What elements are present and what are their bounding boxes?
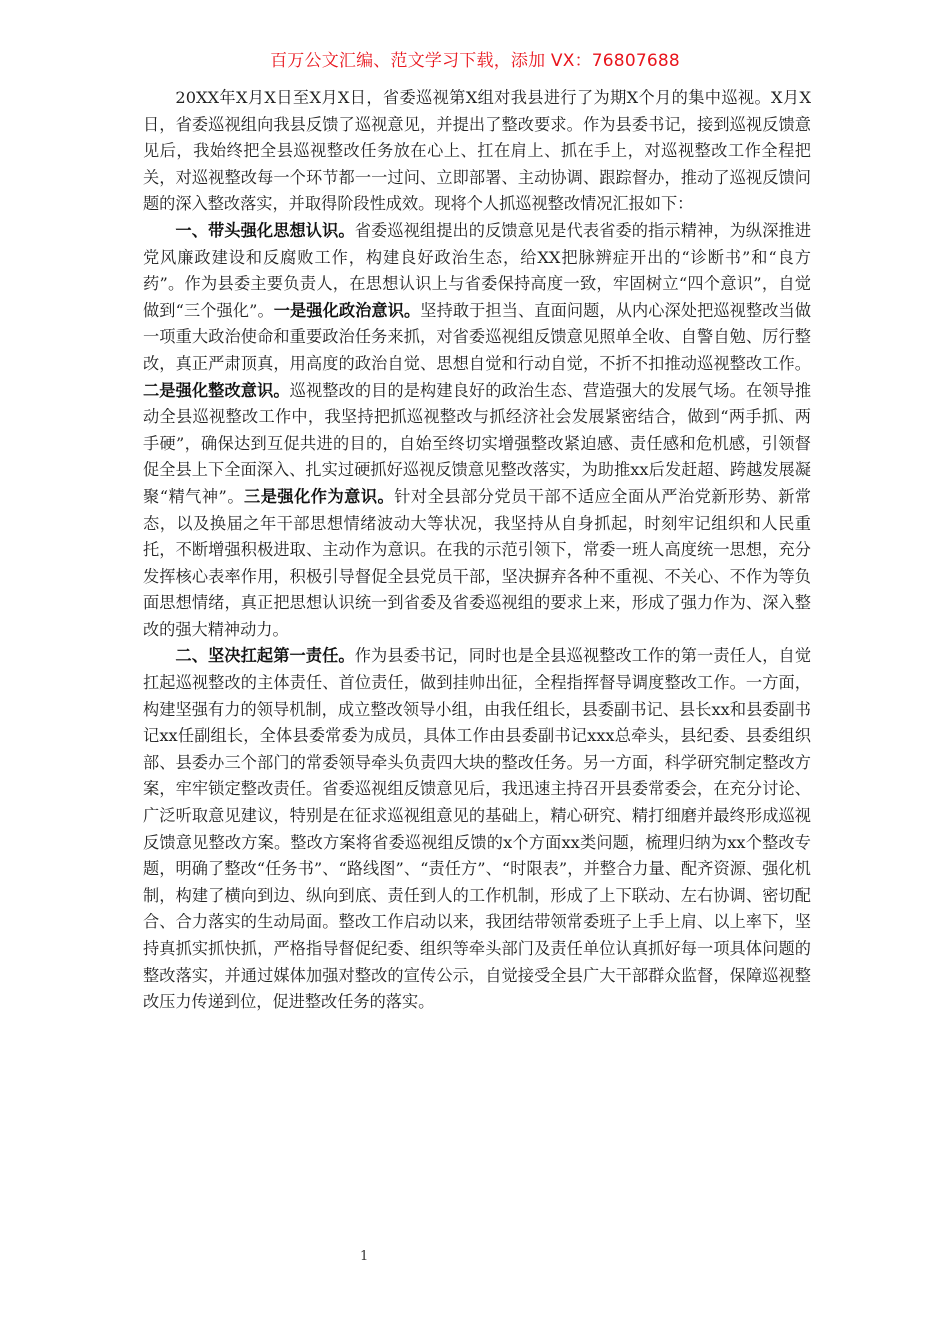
watermark-banner: 百万公文汇编、范文学习下载，添加 VX：76807688	[270, 51, 680, 71]
intro-text: 20XX年X月X日至X月X日，省委巡视第X组对我县进行了为期X个月的集中巡视。X月X日，省委巡视组向我县反馈了巡视意见，并提出了整改要求。作为县委书记，接到巡视反馈意见后，我始终把全县巡视整改任务放在心上、扛在肩上、抓在手上，对巡视整改工作全程把关，对巡视整改每一个环节都一一过问、立即部署、主动协调、跟踪督办，推动了巡视反馈问题的深入整改落实，并取得阶段性成效。现将个人抓巡视整改情况汇报如下：	[143, 88, 811, 214]
page-number: 1	[360, 1249, 369, 1264]
section-1-heading: 一、带头强化思想认识。	[175, 220, 355, 240]
paragraph-intro	[143, 85, 811, 218]
subpoint-3-heading: 三是强化作为意识。	[244, 486, 395, 506]
section-2-text: 作为县委书记，同时也是全县巡视整改工作的第一责任人，自觉扛起巡视整改的主体责任、首位责任，做到挂帅出征，全程指挥督导调度整改工作。一方面，构建坚强有力的领导机制，成立整改领导小组，由我任组长，县委副书记、县长xx和县委副书记xx任副组长，全体县委常委为成员，具体工作由县委副书记xxx总牵头，县纪委、县委组织部、县委办三个部门的常委领导牵头负责四大块的整改任务。另一方面，科学研究制定整改方案，牢牢锁定整改责任。省委巡视组反馈意见后，我迅速主持召开县委常委会，在充分讨论、广泛听取意见建议，特别是在征求巡视组意见的基础上，精心研究、精打细磨并最终形成巡视反馈意见整改方案。整改方案将省委巡视组反馈的x个方面xx类问题，梳理归纳为xx个整改专题，明确了整改“任务书”、“路线图”、“责任方”、“时限表”，并整合力量、配齐资源、强化机制，构建了横向到边、纵向到底、责任到人的工作机制，形成了上下联动、左右协调、密切配合、合力落实的生动局面。整改工作启动以来，我团结带领常委班子上手上肩、以上率下，坚持真抓实抓快抓，严格指导督促纪委、组织等牵头部门及责任单位认真抓好每一项具体问题的整改落实，并通过媒体加强对整改的宣传公示，自觉接受全县广大干部群众监督，保障巡视整改压力传递到位，促进整改任务的落实。	[143, 646, 812, 1012]
subpoint-2-text: 巡视整改的目的是构建良好的政治生态、营造强大的发展气场。在领导推动全县巡视整改工作中，我坚持把抓巡视整改与抓经济社会发展紧密结合，做到“两手抓、两手硬”，确保达到互促共进的目的，自始至终切实增强整改紧迫感、责任感和危机感，引领督促全县上下全面深入、扎实过硬抓好巡视反馈意见整改落实，为助推xx后发赶超、跨越发展凝聚“精气神”。	[143, 380, 812, 506]
subpoint-1-heading: 一是强化政治意识。	[273, 300, 421, 320]
paragraph-section-1	[143, 218, 811, 644]
paragraph-section-2	[143, 643, 811, 1015]
section-1-text: 省委巡视组提出的反馈意见是代表省委的指示精神，为纵深推进党风廉政建设和反腐败工作，构建良好政治生态，给XX把脉辨症开出的“诊断书”和“良方药”。作为县委主要负责人，在思想认识上与省委保持高度一致，牢固树立“四个意识”，自觉做到“三个强化”。	[143, 220, 812, 320]
subpoint-2-heading: 二是强化整改意识。	[143, 380, 290, 400]
subpoint-3-text: 针对全县部分党员干部不适应全面从严治党新形势、新常态，以及换届之年干部思想情绪波动大等状况，我坚持从自身抓起，时刻牢记组织和人民重托，不断增强积极进取、主动作为意识。在我的示范引领下，常委一班人高度统一思想，充分发挥核心表率作用，积极引导督促全县党员干部，坚决摒弃各种不重视、不关心、不作为等负面思想情绪，真正把思想认识统一到省委及省委巡视组的要求上来，形成了强力作为、深入整改的强大精神动力。	[143, 486, 811, 639]
subpoint-1-text: 坚持敢于担当、直面问题，从内心深处把巡视整改当做一项重大政治使命和重要政治任务来抓，对省委巡视组反馈意见照单全收、自警自勉、厉行整改，真正严肃顶真，用高度的政治自觉、思想自觉和行动自觉，不折不扣推动巡视整改工作。	[143, 300, 812, 373]
section-2-heading: 二、坚决扛起第一责任。	[175, 646, 355, 666]
document-body	[143, 85, 811, 1016]
